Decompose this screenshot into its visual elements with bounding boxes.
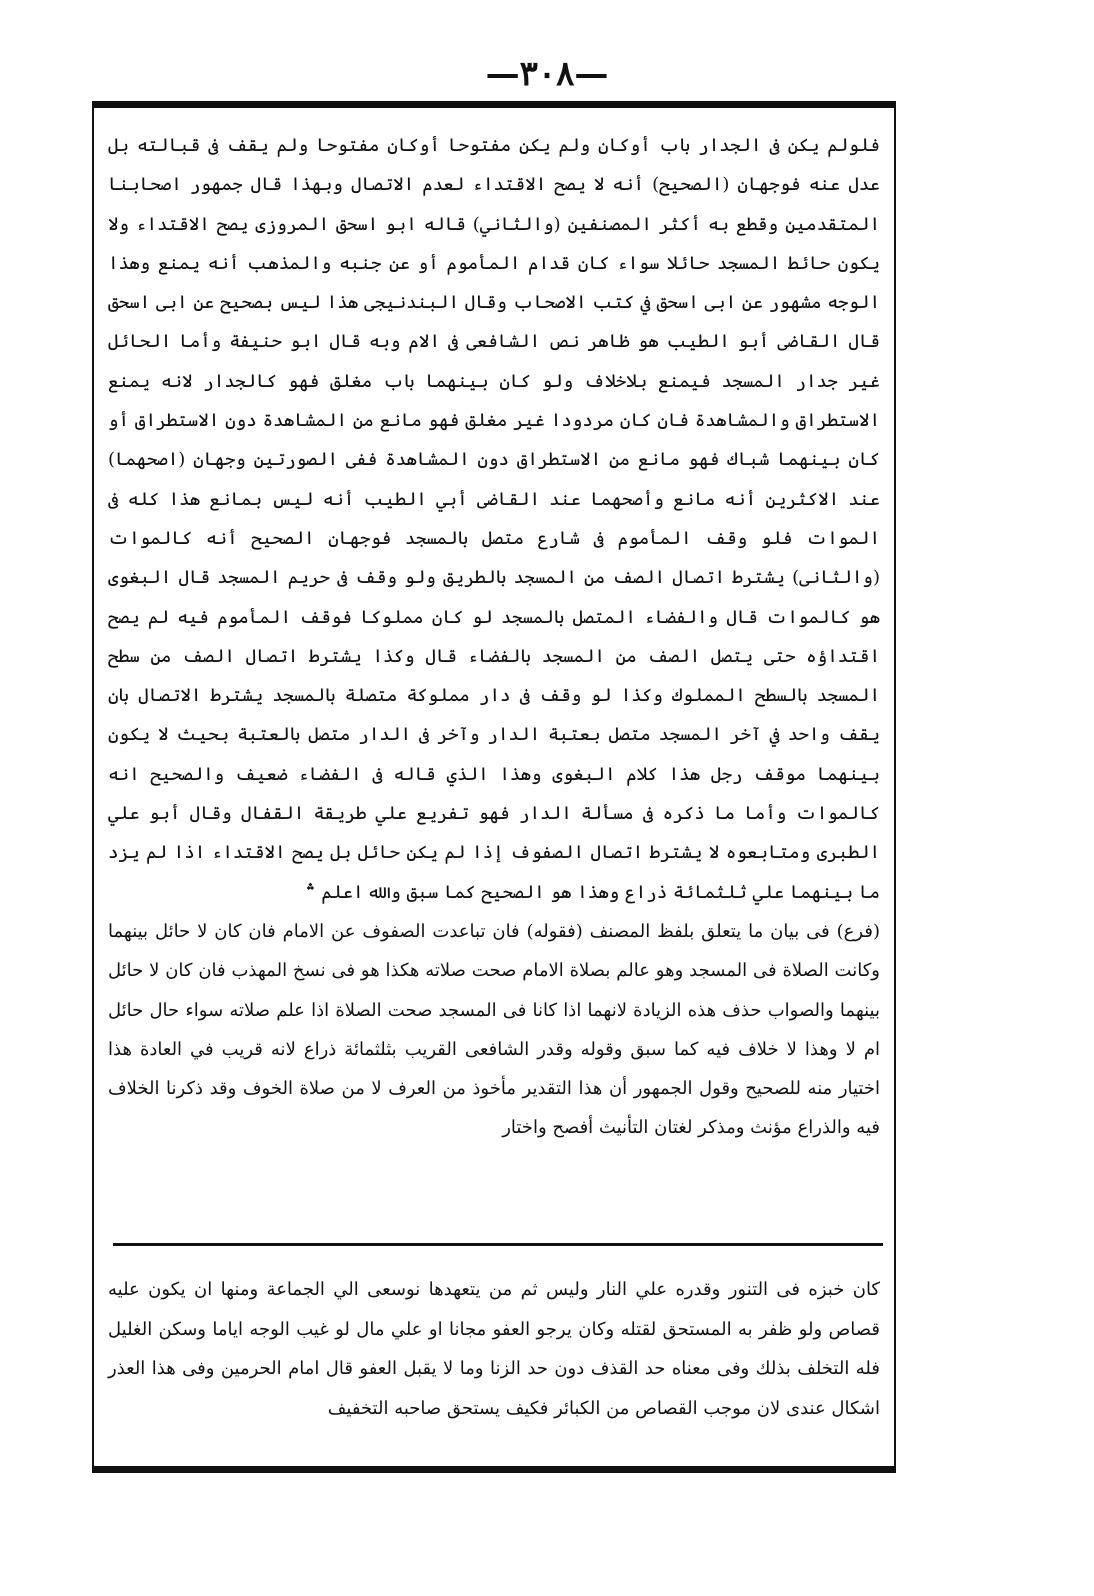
page-number: —٣٠٨— xyxy=(485,54,609,94)
main-paragraph: فلولم يكن فى الجدار باب أوكان ولم يكن مفتوحا أوكان مفتوحا ولم يقف فى قبالته بل عدل عنه فوجهان (الصحيح) أنه لا يصح الاقتداء لعدم الاتصال وبهذا قال جمهور اصحابنا المتقدمين وقطع به أكثر المصنفين (والثاني) قاله ابو اسحق المروزى يصح الاقتداء ولا يكون حائط المسجد حائلا سواء كان قدام المأموم أو عن جنبه والمذهب أنه يمنع وهذا الوجه مشهور عن ابى اسحق في كتب الاصحاب وقال البندنيجى هذا ليس بصحيح عن ابى اسحق قال القاضى أبو الطيب هو ظاهر نص الشافعى فى الام وبه قال ابو حنيفة وأما الحائل غير جدار المسجد فيمنع بلاخلاف ولو كان بينهما باب مغلق فهو كالجدار لانه يمنع الاستطراق والمشاهدة فان كان مردودا غير مغلق فهو مانع من المشاهدة دون الاستطراق أو كان بينهما شباك فهو مانع من الاستطراق دون المشاهدة ففى الصورتين وجهان (اصحهما) عند الاكثرين أنه مانع وأصحهما عند القاضى أبي الطيب أنه ليس بمانع هذا كله فى الموات فلو وقف المأموم فى شارع متصل بالمسجد فوجهان الصحيح أنه كالموات (والثانى) يشترط اتصال الصف من المسجد بالطريق ولو وقف فى حريم المسجد قال البغوى هو كالموات قال والفضاء المتصل بالمسجد لو كان مملوكا فوقف المأموم فيه لم يصح اقتداؤه حتى يتصل الصف من المسجد بالفضاء قال وكذا يشترط اتصال الصف من سطح المسجد بالسطح المملوك وكذا لو وقف فى دار مملوكة متصلة بالمسجد يشترط الاتصال بان يقف واحد في آخر المسجد متصل بعتبة الدار وآخر فى الدار متصل بالعتبة بحيث لا يكون بينهما موقف رجل هذا كلام البغوى وهذا الذي قاله فى الفضاء ضعيف والصحيح انه كالموات وأما ما ذكره فى مسألة الدار فهو تفريع علي طريقة القفال وقال أبو علي الطبرى ومتابعوه لا يشترط اتصال الصفوف إذا لم يكن حائل بل يصح الاقتداء اذا لم يزد ما بينهما علي ثلثمائة ذراع وهذا هو الصحيح كما سبق والله اعلم ؞ xyxy=(108,135,880,903)
footnote-paragraph: كان خبزه فى التنور وقدره علي النار وليس ثم من يتعهدها نوسعى الي الجماعة ومنها ان يكون عليه قصاص ولو ظفر به المستحق لقتله وكان يرجو العفو مجانا او علي مال لو غيب الوجه اياما وسكن الغليل فله التخلف بذلك وفى معناه حد القذف دون حد الزنا وما لا يقبل العفو قال امام الحرمين وفى هذا العذر اشكال عندى لان موجب القصاص من الكبائر فكيف يستحق صاحبه التخفيف xyxy=(108,1279,880,1419)
footnote-text xyxy=(108,1270,880,1428)
main-text xyxy=(108,126,880,1148)
footnote-divider xyxy=(113,1243,883,1246)
main-paragraph: (فرع) فى بيان ما يتعلق بلفظ المصنف (فقوله) فان تباعدت الصفوف عن الامام فان كان لا حائل بينهما وكانت الصلاة فى المسجد وهو عالم بصلاة الامام صحت صلاته هكذا هو فى نسخ المهذب فان كان لا حائل بينهما والصواب حذف هذه الزيادة لانهما اذا كانا فى المسجد صحت الصلاة اذا علم صلاته سواء حال حائل ام لا وهذا لا خلاف فيه كما سبق وقوله وقدر الشافعى القريب بثلثمائة ذراع لانه قريب في العادة هذا اختيار منه للصحيح وقول الجمهور أن هذا التقدير مأخوذ من العرف لا من صلاة الخوف وقد ذكرنا الخلاف فيه والذراع مؤنث ومذكر لغتان التأنيث أفصح واختار xyxy=(108,920,880,1139)
